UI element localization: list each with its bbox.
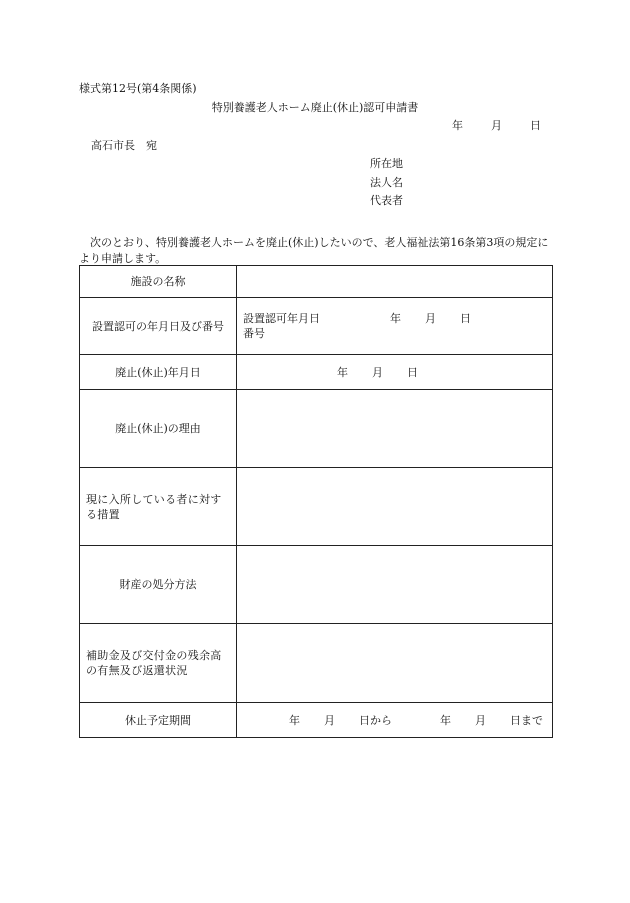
closure-reason-label: 廃止(休止)の理由 [80, 390, 237, 468]
subsidy-balance-field[interactable] [237, 624, 553, 703]
closure-month: 月 [372, 365, 383, 379]
establishment-approval-field[interactable] [237, 298, 553, 355]
resident-measures-label: 現に入所している者に対する措置 [80, 468, 237, 546]
from-year: 年 [289, 713, 300, 727]
to-month: 月 [475, 713, 486, 727]
closure-year: 年 [337, 365, 348, 379]
approval-month: 月 [425, 312, 436, 325]
table-row [80, 390, 553, 468]
resident-measures-field[interactable] [237, 468, 553, 546]
addressee: 高石市長 宛 [91, 139, 157, 152]
applicant-representative-label: 代表者 [370, 194, 403, 207]
asset-disposal-label: 財産の処分方法 [80, 546, 237, 624]
suspension-period-field[interactable] [237, 703, 553, 738]
closure-day: 日 [407, 365, 418, 379]
date-day: 日 [530, 119, 541, 132]
approval-number-label: 番号 [243, 327, 265, 340]
closure-date-label: 廃止(休止)年月日 [80, 355, 237, 390]
applicant-address-label: 所在地 [370, 157, 403, 170]
approval-year: 年 [390, 312, 401, 325]
table-row [80, 266, 553, 298]
facility-name-label: 施設の名称 [80, 266, 237, 298]
form-number: 様式第12号(第4条関係) [79, 82, 197, 95]
closure-reason-field[interactable] [237, 390, 553, 468]
applicant-corporation-label: 法人名 [370, 176, 403, 189]
from-month: 月 [324, 713, 335, 727]
table-row [80, 703, 553, 738]
establishment-approval-label: 設置認可の年月日及び番号 [80, 298, 237, 355]
from-day: 日から [359, 713, 392, 727]
approval-day: 日 [460, 312, 471, 325]
to-year: 年 [440, 713, 451, 727]
table-row [80, 355, 553, 390]
application-statement: 次のとおり、特別養護老人ホームを廃止(休止)したいので、老人福祉法第16条第3項の規定により申請します。 [79, 236, 549, 265]
submission-date [452, 119, 541, 133]
document-title: 特別養護老人ホーム廃止(休止)認可申請書 [211, 101, 419, 114]
table-row [80, 468, 553, 546]
date-month: 月 [491, 119, 502, 132]
subsidy-balance-label: 補助金及び交付金の残余高の有無及び返還状況 [80, 624, 237, 703]
date-year: 年 [452, 119, 463, 132]
suspension-period-label: 休止予定期間 [80, 703, 237, 738]
to-day: 日まで [510, 713, 543, 727]
closure-date-field[interactable] [237, 355, 553, 390]
table-row [80, 298, 553, 355]
asset-disposal-field[interactable] [237, 546, 553, 624]
application-table [79, 265, 553, 738]
table-row [80, 624, 553, 703]
approval-date-label: 設置認可年月日 [243, 312, 320, 325]
table-row [80, 546, 553, 624]
facility-name-field[interactable] [237, 266, 553, 298]
